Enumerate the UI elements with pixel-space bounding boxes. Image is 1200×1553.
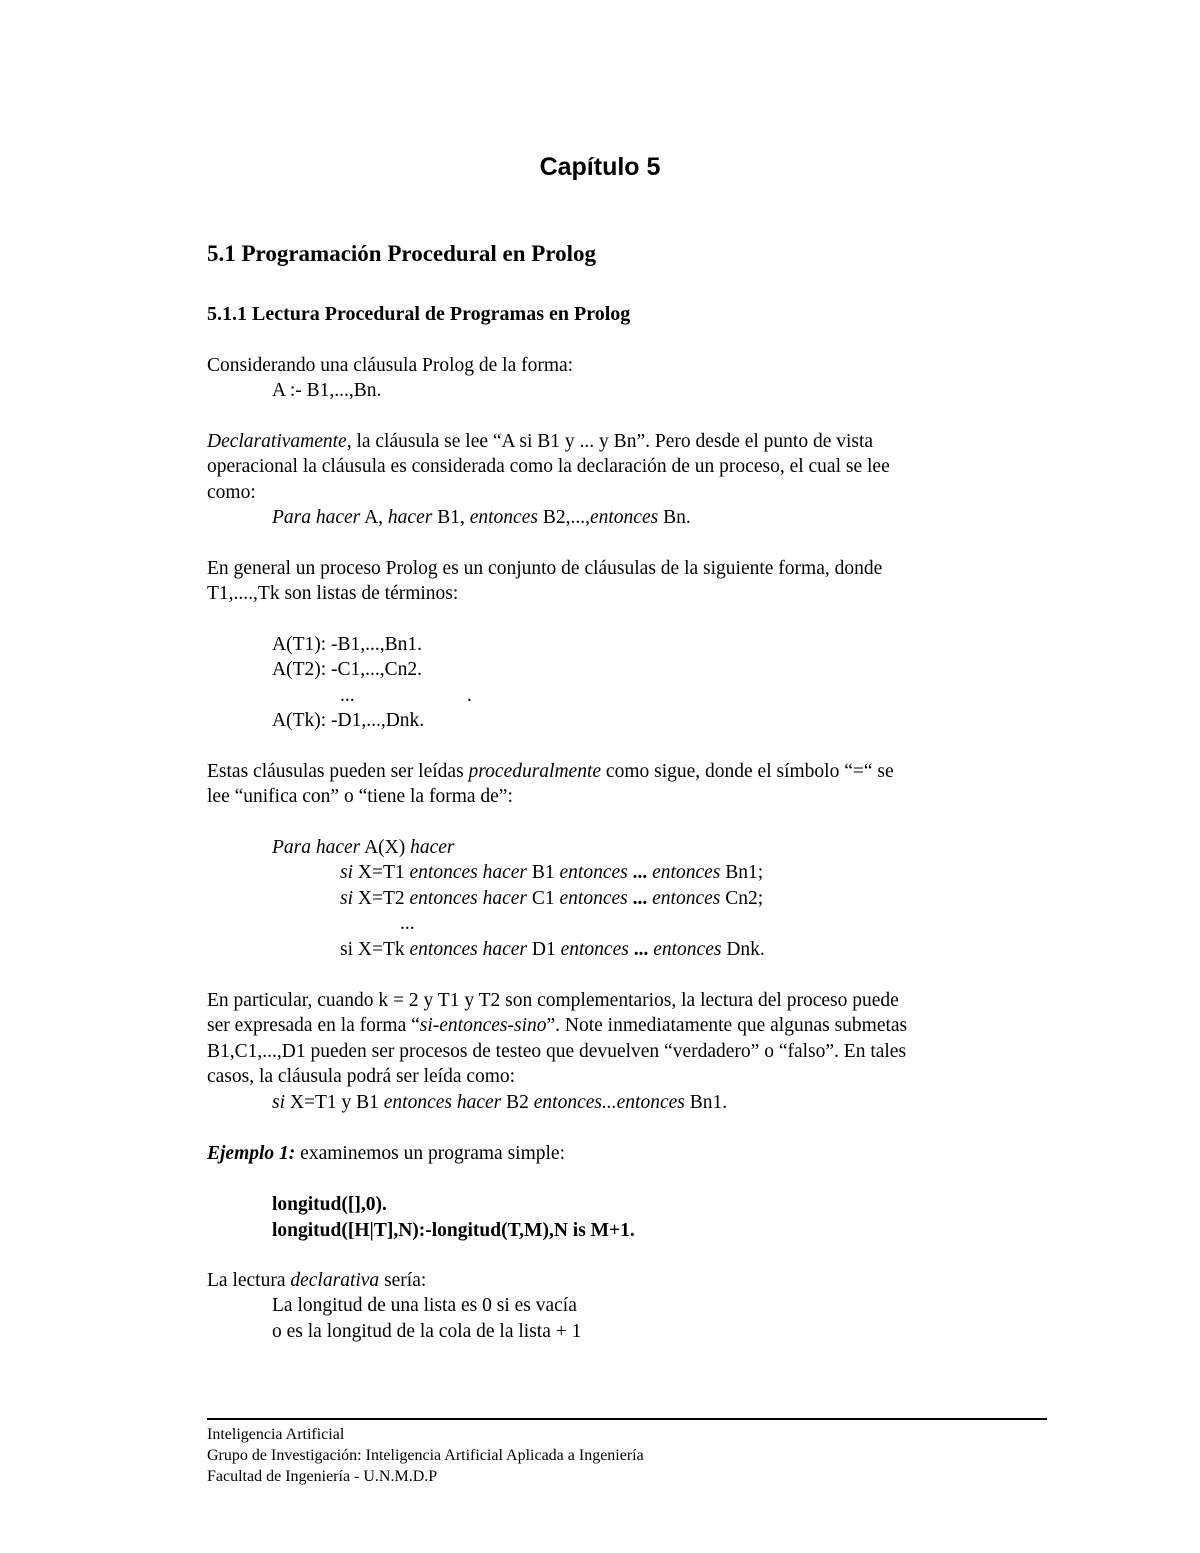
clause-line: A(T1): -B1,...,Bn1. [272, 634, 423, 655]
stray-dot: . [467, 685, 472, 706]
paragraph-line [207, 1271, 426, 1291]
emphasis-text: proceduralmente [468, 761, 602, 782]
emphasis-text: entonces [469, 507, 538, 528]
emphasis-text: hacer [410, 837, 455, 858]
text-span: Estas cláusulas pueden ser leídas [207, 761, 469, 782]
paragraph-line: En general un proceso Prolog es un conjunto de cláusulas de la siguiente forma, donde [207, 558, 883, 579]
footer-line: Inteligencia Artificial [207, 1426, 345, 1443]
emphasis-text: entonces hacer [409, 862, 528, 883]
text-span: B2,..., [537, 507, 590, 528]
paragraph-line [207, 1016, 907, 1036]
procedural-head [272, 838, 455, 858]
emphasis-text: entonces [559, 862, 628, 883]
emphasis-text: entonces [652, 888, 721, 909]
clause-line: A(Tk): -D1,...,Dnk. [272, 710, 425, 731]
text-span: A(X) [360, 837, 411, 858]
procedural-row [340, 863, 763, 883]
text-span: X=Tk [353, 939, 410, 960]
text-span: X=T1 y B1 [285, 1092, 384, 1113]
text-span: examinemos un programa simple: [295, 1143, 565, 1164]
text-span: Bn1. [684, 1092, 728, 1113]
text-span: Cn2; [720, 888, 764, 909]
paragraph-line: Considerando una cláusula Prolog de la forma: [207, 355, 574, 376]
clause-line: A(T2): -C1,...,Cn2. [272, 659, 423, 680]
emphasis-text: si [272, 1092, 286, 1113]
subsection-title: 5.1.1 Lectura Procedural de Programas en Prolog [207, 303, 631, 325]
reading-line: La longitud de una lista es 0 si es vacía [272, 1295, 577, 1316]
text-span: A, [360, 507, 388, 528]
text-span: como sigue, donde el símbolo “=“ se [601, 761, 894, 782]
paragraph-line: como: [207, 482, 256, 503]
emphasis-text: si [340, 862, 354, 883]
paragraph-line [207, 762, 894, 782]
emphasis-text: declarativa [290, 1270, 380, 1291]
emphasis-text: entonces [653, 939, 722, 960]
example-line [207, 1144, 565, 1164]
example-label: Ejemplo 1: [207, 1143, 296, 1164]
emphasis-text: si [340, 888, 354, 909]
emphasis-text: entonces hacer [383, 1092, 502, 1113]
text-span: Bn1; [720, 862, 764, 883]
text-span: D1 [527, 939, 561, 960]
code-line: longitud([H|T],N):-longitud(T,M),N is M+1. [272, 1220, 635, 1241]
clause-form: A :- B1,...,Bn. [272, 380, 382, 401]
emphasis-text: entonces [589, 507, 659, 528]
procedural-ellipsis: ... [400, 913, 415, 934]
paragraph-line [207, 432, 873, 452]
emphasis-text: entonces...entonces [533, 1092, 685, 1113]
footer-line: Facultad de Ingeniería - U.N.M.D.P [207, 1468, 438, 1485]
paragraph-line: En particular, cuando k = 2 y T1 y T2 son complementarios, la lectura del proceso puede [207, 990, 899, 1011]
emphasis-text: entonces [652, 862, 721, 883]
emphasis-text: entonces [559, 888, 628, 909]
paragraph-line: operacional la cláusula es considerada como la declaración de un proceso, el cual se lee [207, 456, 890, 477]
footer-divider [207, 1418, 1047, 1420]
text-span: ”. Note inmediatamente que algunas submetas [546, 1015, 908, 1036]
paragraph-line: lee “unifica con” o “tiene la forma de”: [207, 786, 513, 807]
text-span: sería: [379, 1270, 427, 1291]
procedural-reading-line [272, 508, 691, 528]
emphasis-text: Para hacer [272, 507, 361, 528]
text-span: ... [627, 862, 653, 883]
text-span: , la cláusula se lee “A si B1 y ... y Bn”. Pero desde el punto de vista [346, 431, 874, 452]
text-span: ... [628, 939, 654, 960]
section-title: 5.1 Programación Procedural en Prolog [207, 241, 597, 266]
emphasis-text: Declarativamente [207, 431, 347, 452]
text-span: ser expresada en la forma “ [207, 1015, 420, 1036]
text-span: si [340, 939, 354, 960]
procedural-row [340, 940, 765, 960]
text-span: X=T1 [353, 862, 410, 883]
text-span: B1, [432, 507, 470, 528]
emphasis-text: entonces hacer [409, 888, 528, 909]
procedural-row [340, 889, 763, 909]
procedural-reading-line [272, 1093, 727, 1113]
text-span: ... [627, 888, 653, 909]
paragraph-line: casos, la cláusula podrá ser leída como: [207, 1066, 516, 1087]
text-span: C1 [527, 888, 560, 909]
paragraph-line: B1,C1,...,D1 pueden ser procesos de testeo que devuelven “verdadero” o “falso”. En tales [207, 1041, 907, 1062]
reading-line: o es la longitud de la cola de la lista + 1 [272, 1321, 582, 1342]
emphasis-text: Para hacer [272, 837, 361, 858]
text-span: B2 [501, 1092, 534, 1113]
clause-ellipsis: ... [340, 685, 355, 706]
text-span: La lectura [207, 1270, 291, 1291]
text-span: X=T2 [353, 888, 410, 909]
text-span: Bn. [658, 507, 691, 528]
emphasis-text: entonces hacer [409, 939, 528, 960]
chapter-title: Capítulo 5 [539, 153, 661, 181]
emphasis-text: entonces [560, 939, 629, 960]
emphasis-text: si-entonces-sino [419, 1015, 547, 1036]
paragraph-line: T1,....,Tk son listas de términos: [207, 583, 459, 604]
emphasis-text: hacer [387, 507, 433, 528]
text-span: Dnk. [721, 939, 765, 960]
footer-line: Grupo de Investigación: Inteligencia Artificial Aplicada a Ingeniería [207, 1447, 644, 1464]
text-span: B1 [527, 862, 560, 883]
code-line: longitud([],0). [272, 1194, 387, 1215]
